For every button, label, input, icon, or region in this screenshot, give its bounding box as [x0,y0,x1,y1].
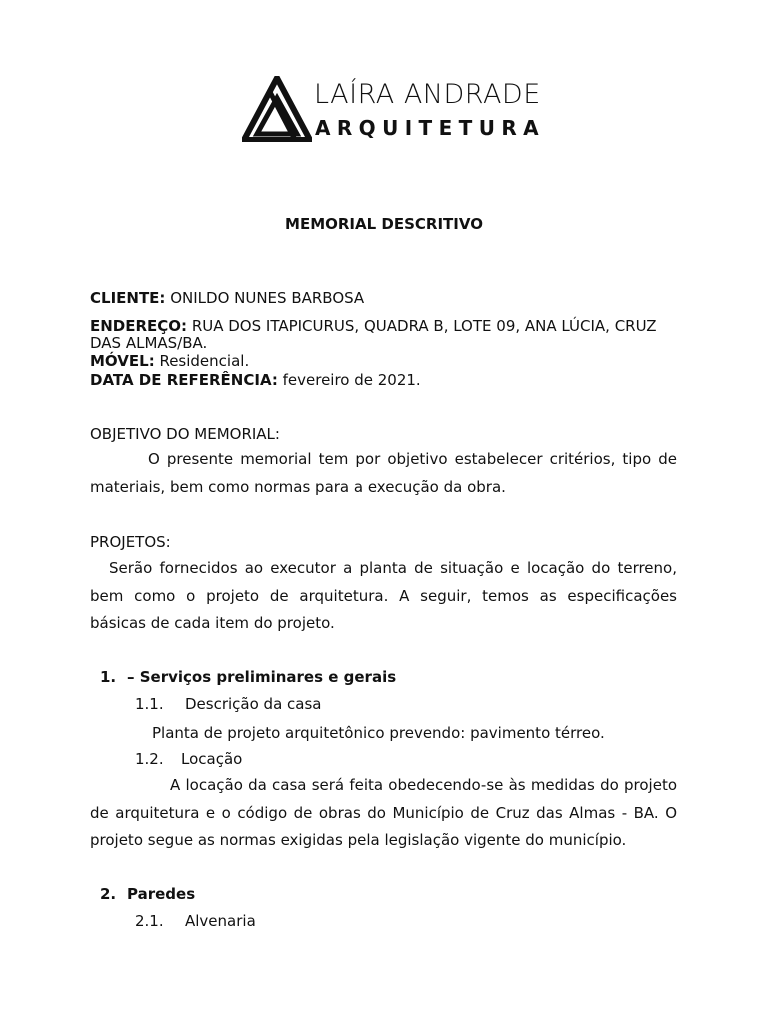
address-value: RUA DOS ITAPICURUS, QUADRA B, LOTE 09, ANA LÚCIA, CRUZ [187,317,657,335]
section-1-2-heading [135,750,242,768]
section-1-number: 1. [100,668,117,686]
section-2-heading [100,885,195,903]
projects-heading: PROJETOS: [90,533,171,551]
section-1-2-paragraph: A locação da casa será feita obedecendo-se às medidas do projeto de arquitetura e o código de obras do Município de Cruz das Almas - BA. O projeto segue as normas exigidas pela legislação vigente do município. [90,776,677,849]
section-2-1-title: Alvenaria [185,912,256,930]
reference-date-value: fevereiro de 2021. [277,371,421,389]
section-2-number: 2. [100,885,117,903]
property-label: MÓVEL: [90,352,155,370]
client-value: ONILDO NUNES BARBOSA [165,289,365,307]
section-1-2-title: Locação [181,750,243,768]
address-line-2: DAS ALMAS/BA. [90,334,208,352]
section-1-1-heading [135,695,322,713]
logo-name: LAÍRA ANDRADE [314,79,541,110]
section-2-title: Paredes [127,885,196,903]
section-1-2-number: 1.2. [135,750,164,768]
property-line [90,351,249,371]
address-label: ENDEREÇO: [90,317,188,335]
property-value: Residencial. [154,352,250,370]
reference-date-line [90,370,421,390]
objective-heading: OBJETIVO DO MEMORIAL: [90,425,280,443]
triangle-logo-icon [242,76,312,142]
section-1-heading [100,668,396,686]
projects-paragraph: Serão fornecidos ao executor a planta de situação e locação do terreno, bem como o projeto de arquitetura. A seguir, temos as especificações básicas de cada item do projeto. [90,559,677,632]
section-1-1-text: Planta de projeto arquitetônico prevendo: pavimento térreo. [152,724,605,742]
reference-date-label: DATA DE REFERÊNCIA: [90,371,278,389]
section-1-title: – Serviços preliminares e gerais [127,668,397,686]
section-2-1-heading [135,912,256,930]
client-line [90,288,364,308]
objective-paragraph: O presente memorial tem por objetivo estabelecer critérios, tipo de materiais, bem como normas para a execução da obra. [90,450,677,496]
client-label: CLIENTE: [90,289,166,307]
logo-subtitle: ARQUITETURA [315,116,546,140]
section-1-1-number: 1.1. [135,695,164,713]
company-logo [242,76,546,142]
section-1-1-title: Descrição da casa [185,695,322,713]
document-title: MEMORIAL DESCRITIVO [285,215,483,233]
section-2-1-number: 2.1. [135,912,164,930]
